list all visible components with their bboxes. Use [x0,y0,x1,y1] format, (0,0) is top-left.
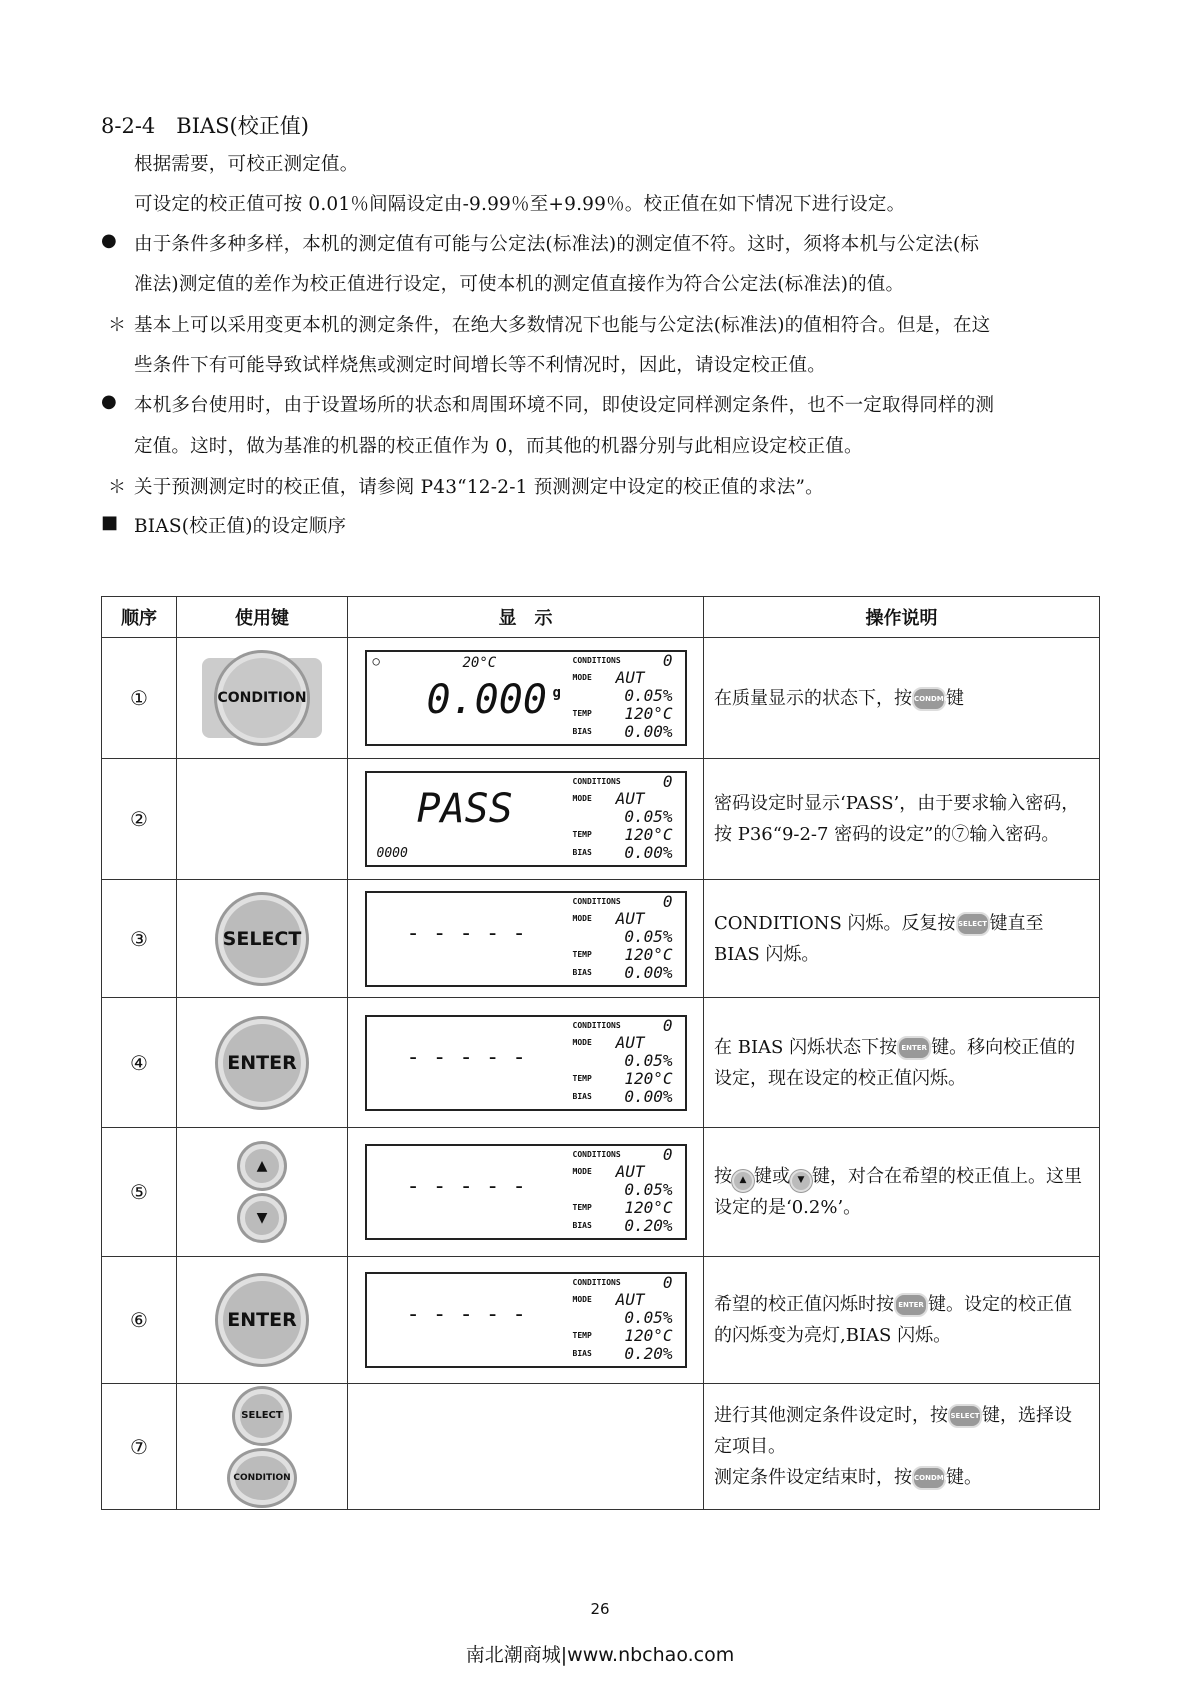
lcd-label: MODE [572,1037,592,1047]
lcd-label: BIAS [572,1091,592,1101]
enter-key: ENTER [218,1276,306,1364]
operation-desc [704,1128,1100,1257]
operation-desc [704,998,1100,1128]
lcd-value: 0.05% [624,1050,673,1070]
lcd-label: BIAS [572,967,592,977]
lcd-value: 0.05% [624,1180,673,1199]
lcd-value: 0.00% [624,722,673,741]
desc-text: 键，选择设定项目。 [714,1405,1072,1457]
lcd-dashes: - - - - - [406,920,526,946]
operation-desc: 密码设定时显示‘PASS’，由于要求输入密码，按 P36“9-2-7 密码的设定”的⑦输入密码。 [704,759,1100,880]
lcd-value: 0.20% [624,1216,673,1235]
lcd-label: MODE [572,913,592,923]
desc-text: 键。 [946,1467,982,1488]
lcd-value: AUT [615,1162,645,1181]
lcd-value: 120°C [624,704,673,723]
table-row [102,998,1100,1128]
desc-text: CONDITIONS 闪烁。反复按 [714,912,956,934]
lcd-temp-top: 20°C [462,655,497,671]
lcd-label: CONDITIONS [572,656,621,665]
footer-watermark: 南北潮商城|www.nbchao.com [465,1644,735,1666]
paragraph: 准法)测定值的差作为校正值进行设定，可使本机的测定值直接作为符合公定法(标准法)的值。 [134,274,905,295]
header-display: 显 示 [348,597,704,638]
lcd-display [365,771,687,867]
lcd-value: 0.05% [624,926,673,946]
square-icon: ■ [101,512,119,533]
lcd-label: CONDITIONS [572,1150,621,1159]
circle-icon: ○ [372,654,380,668]
lcd-value: 120°C [624,1198,673,1217]
condition-key-image [202,658,322,738]
desc-text: 测定条件设定结束时，按 [714,1467,912,1488]
header-operation: 操作说明 [704,597,1100,638]
table-row [102,880,1100,998]
desc-text: 在 BIAS 闪烁状态下按 [714,1036,898,1058]
lcd-label: TEMP [572,1331,592,1340]
operation-desc [704,880,1100,998]
up-key: ▲ [240,1144,284,1188]
empty-cell [348,1384,704,1510]
lcd-unit: g [552,685,561,701]
lcd-label: TEMP [572,949,592,959]
condition-key: CONDITION [217,653,307,743]
select-key-icon: SELECT [956,912,990,936]
lcd-value: 0.00% [624,843,673,862]
up-key-icon: ▲ [732,1170,754,1192]
lcd-value: 0 [662,651,673,670]
section-heading: 8-2-4 BIAS(校正值) [101,114,309,138]
lcd-label: CONDITIONS [572,1020,621,1030]
note-marker: ＊ [108,315,126,336]
lcd-value: 0 [662,891,673,911]
paragraph: 基本上可以采用变更本机的测定条件，在绝大多数情况下也能与公定法(标准法)的值相符合。但是，在这 [134,315,991,336]
lcd-value: 0.05% [624,807,673,826]
lcd-value: 0 [662,772,673,791]
lcd-label: TEMP [572,1073,592,1083]
desc-text: 希望的校正值闪烁时按 [714,1294,894,1315]
enter-key-icon: ENTER [894,1293,928,1317]
lcd-value: 0 [662,1145,673,1164]
paragraph: 由于条件多种多样，本机的测定值有可能与公定法(标准法)的测定值不符。这时，须将本机与公定法(标 [134,234,980,255]
operation-desc [704,1257,1100,1384]
lcd-label: BIAS [572,1221,592,1230]
lcd-value: AUT [615,1290,645,1309]
lcd-value: AUT [615,668,645,687]
enter-key-icon: ENTER [897,1036,931,1060]
down-key: ▼ [240,1196,284,1240]
lcd-value: 0.05% [624,686,673,705]
lcd-value: 0.00% [624,962,673,982]
step-number: ① [102,638,177,759]
select-key: SELECT [218,895,306,983]
paragraph: 定值。这时，做为基准的机器的校正值作为 0，而其他的机器分别与此相应设定校正值。 [134,436,863,457]
lcd-value: 0 [662,1273,673,1292]
lcd-display [365,891,687,987]
lcd-label: CONDITIONS [572,777,621,786]
lcd-value: AUT [615,1032,645,1052]
lcd-value: AUT [615,789,645,808]
paragraph: 可设定的校正值可按 0.01％间隔设定由-9.99％至+9.99％。校正值在如下情况下进行设定。 [134,194,906,215]
step-number: ⑤ [102,1128,177,1257]
table-row [102,1128,1100,1257]
lcd-label: BIAS [572,1349,592,1358]
lcd-label: CONDITIONS [572,1278,621,1287]
desc-text: 按 [714,1166,732,1187]
table-row [102,1384,1100,1510]
paragraph: BIAS(校正值)的设定顺序 [134,516,347,537]
lcd-dashes: - - - - - [406,1302,526,1327]
bias-procedure-table [101,596,1100,1510]
down-key-icon: ▼ [790,1170,812,1192]
lcd-value: AUT [615,908,645,928]
step-number: ② [102,759,177,880]
lcd-label: MODE [572,794,592,803]
desc-text: 键或 [754,1166,790,1187]
lcd-label: CONDITIONS [572,896,621,906]
bullet-icon: ● [101,391,117,412]
lcd-label: TEMP [572,709,592,718]
operation-desc [704,1384,1100,1510]
operation-desc [704,638,1100,759]
bullet-icon: ● [101,230,117,251]
lcd-display [365,650,687,746]
lcd-value: 120°C [624,1068,673,1088]
lcd-display [365,1272,687,1368]
paragraph: 根据需要，可校正测定值。 [134,154,359,175]
lcd-value: 0 [662,1015,673,1035]
lcd-value: 0.05% [624,1308,673,1327]
desc-text: 键 [946,687,964,709]
lcd-value: 120°C [624,944,673,964]
empty-cell [177,759,348,880]
lcd-label: MODE [572,673,592,682]
select-key-icon: SELECT [948,1404,982,1428]
step-number: ⑥ [102,1257,177,1384]
lcd-label: MODE [572,1295,592,1304]
desc-text: 键直至 BIAS 闪烁。 [714,912,1044,965]
desc-text: 键。移向校正值的设定，现在设定的校正值闪烁。 [714,1036,1076,1089]
lcd-value: 0.20% [624,1344,673,1363]
paragraph: 关于预测测定时的校正值，请参阅 P43“12-2-1 预测测定中设定的校正值的求法”。 [134,477,824,498]
desc-text: 键，对合在希望的校正值上。这里设定的是‘0.2%’。 [714,1166,1082,1218]
select-key: SELECT [235,1389,289,1443]
lcd-display [365,1144,687,1240]
lcd-display [365,1015,687,1111]
condition-key: CONDITION [230,1451,294,1505]
lcd-password: 0000 [376,846,408,861]
enter-key: ENTER [218,1019,306,1107]
step-number: ③ [102,880,177,998]
page-number: 26 [590,1600,610,1618]
lcd-mass: 0.000 [426,677,547,723]
lcd-dashes: - - - - - [406,1174,526,1199]
header-step: 顺序 [102,597,177,638]
lcd-label: TEMP [572,1203,592,1212]
condition-key-icon: CONDMON [912,1466,946,1490]
table-row [102,1257,1100,1384]
step-number: ⑦ [102,1384,177,1510]
table-row [102,759,1100,880]
lcd-label: BIAS [572,727,592,736]
lcd-label: MODE [572,1167,592,1176]
paragraph: 本机多台使用时，由于设置场所的状态和周围环境不同，即使设定同样测定条件，也不一定取得同样的测 [134,395,995,416]
lcd-value: 120°C [624,825,673,844]
step-number: ④ [102,998,177,1128]
desc-text: 进行其他测定条件设定时，按 [714,1405,948,1426]
lcd-value: 0.00% [624,1086,673,1106]
paragraph: 些条件下有可能导致试样烧焦或测定时间增长等不利情况时，因此，请设定校正值。 [134,355,826,376]
condition-key-icon: CONDMON [912,687,946,711]
note-marker: ＊ [108,477,126,498]
lcd-dashes: - - - - - [406,1044,526,1070]
lcd-pass: PASS [416,786,513,832]
table-header-row [102,597,1100,638]
lcd-label: BIAS [572,848,592,857]
header-key: 使用键 [177,597,348,638]
desc-text: 键。设定的校正值的闪烁变为亮灯,BIAS 闪烁。 [714,1294,1072,1346]
lcd-value: 120°C [624,1326,673,1345]
table-row [102,638,1100,759]
lcd-label: TEMP [572,830,592,839]
desc-text: 在质量显示的状态下，按 [714,687,912,709]
